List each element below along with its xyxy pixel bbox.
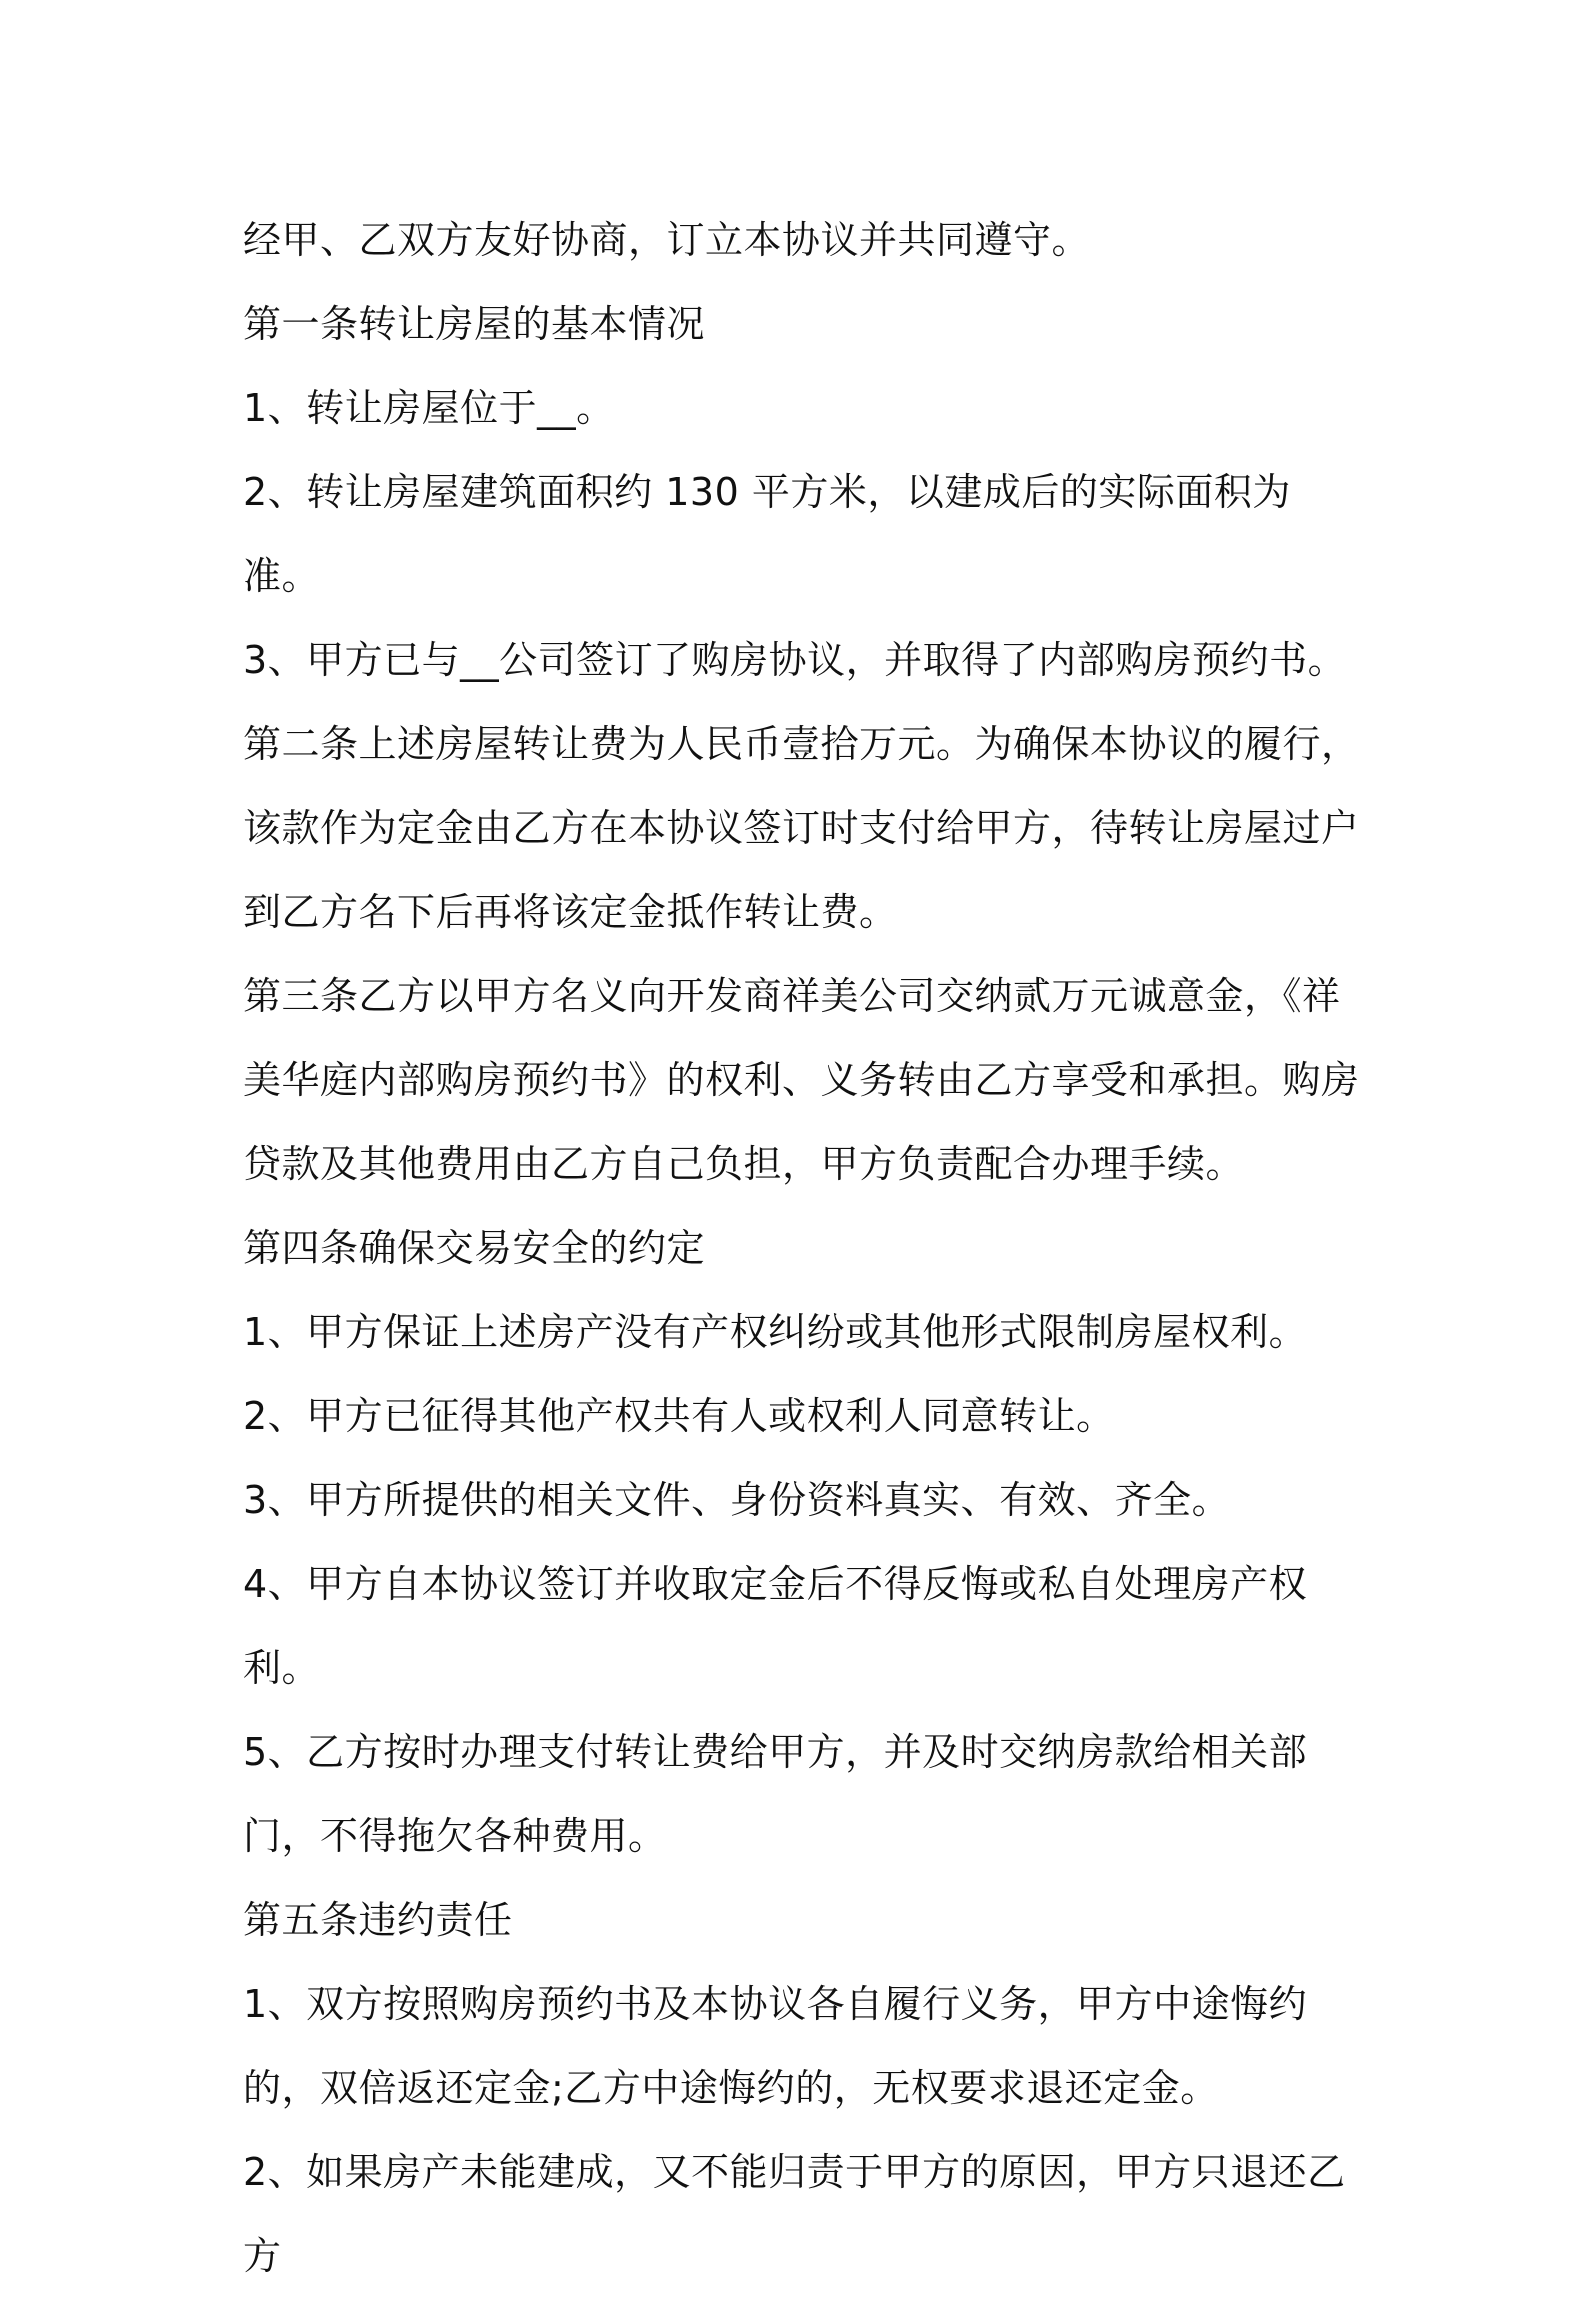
heading-article-4: 第四条确保交易安全的约定	[243, 1226, 706, 1270]
list-item: 4、甲方自本协议签订并收取定金后不得反悔或私自处理房产权利。	[243, 1562, 1308, 1690]
list-item: 5、乙方按时办理支付转让费给甲方，并及时交纳房款给相关部门，不得拖欠各种费用。	[243, 1730, 1308, 1858]
list-item: 3、甲方所提供的相关文件、身份资料真实、有效、齐全。	[243, 1478, 1231, 1522]
paragraph-intro: 经甲、乙双方友好协商，订立本协议并共同遵守。	[243, 218, 1091, 262]
list-item: 1、转让房屋位于__。	[243, 386, 615, 430]
list-item: 1、双方按照购房预约书及本协议各自履行义务，甲方中途悔约的，双倍返还定金;乙方中途悔约的，无权要求退还定金。	[243, 1982, 1308, 2110]
list-item: 3、甲方已与__公司签订了购房协议，并取得了内部购房预约书。	[243, 638, 1347, 682]
list-item: 1、甲方保证上述房产没有产权纠纷或其他形式限制房屋权利。	[243, 1310, 1308, 1354]
list-item: 2、甲方已征得其他产权共有人或权利人同意转让。	[243, 1394, 1115, 1438]
heading-article-1: 第一条转让房屋的基本情况	[243, 302, 706, 346]
heading-article-5: 第五条违约责任	[243, 1898, 513, 1942]
paragraph-article-2: 第二条上述房屋转让费为人民币壹拾万元。为确保本协议的履行，该款作为定金由乙方在本协议签订时支付给甲方，待转让房屋过户到乙方名下后再将该定金抵作转让费。	[243, 722, 1360, 934]
list-item: 2、如果房产未能建成，又不能归责于甲方的原因，甲方只退还乙方	[243, 2150, 1346, 2278]
document-body	[243, 198, 1363, 2298]
list-item: 2、转让房屋建筑面积约 130 平方米，以建成后的实际面积为准。	[243, 470, 1291, 598]
paragraph-article-3: 第三条乙方以甲方名义向开发商祥美公司交纳贰万元诚意金，《祥美华庭内部购房预约书》的权利、义务转由乙方享受和承担。购房贷款及其他费用由乙方自己负担，甲方负责配合办理手续。	[243, 974, 1360, 1186]
